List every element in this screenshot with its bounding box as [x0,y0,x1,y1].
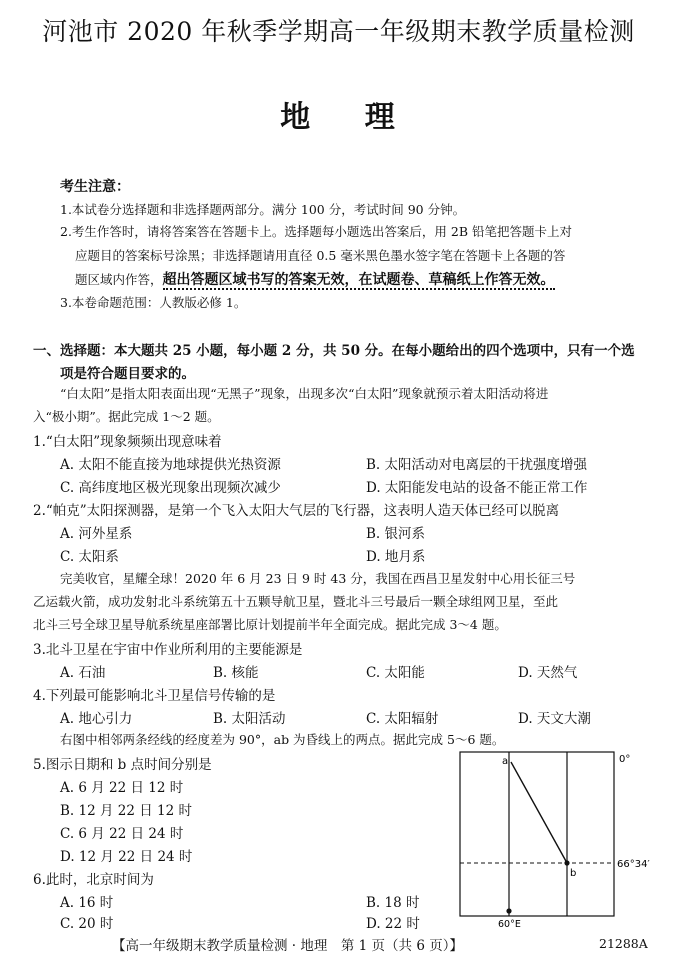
question-5-option-a: A. 6 月 22 日 12 时 [60,780,184,796]
notice-item-1: 1.本试卷分选择题和非选择题两部分。满分 100 分，考试时间 90 分钟。 [60,202,466,217]
section-heading-line-2: 项是符合题目要求的。 [60,366,195,382]
question-3-option-a: A. 石油 [60,665,106,681]
exam-title: 河池市 2020 年秋季学期高一年级期末教学质量检测 [42,17,635,46]
question-1-stem: 1.“白太阳”现象频频出现意味着 [33,434,222,450]
question-3-option-b: B. 核能 [213,665,259,681]
page-footer: 【高一年级期末教学质量检测 · 地理 第 1 页（共 6 页）】 [112,938,463,954]
question-4-stem: 4.下列最可能影响北斗卫星信号传输的是 [33,688,276,704]
exam-code: 21288A [599,936,648,951]
question-1-option-c: C. 高纬度地区极光现象出现频次减少 [60,480,281,496]
question-2-option-d: D. 地月系 [366,549,426,565]
notice-item-2-line-1: 2.考生作答时，请将答案答在答题卡上。选择题每小题选出答案后，用 2B 铅笔把答题卡上对 [60,224,573,239]
passage-2-line-3: 北斗三号全球卫星导航系统星座部署比原计划提前半年全面完成。据此完成 3～4 题。 [33,617,507,632]
label-arctic-circle: 66°34′ [617,859,650,870]
notice-heading: 考生注意： [60,179,130,195]
figure-frame [460,752,614,916]
label-0-degree: 0° [619,754,631,765]
question-1-option-d: D. 太阳能发电站的设备不能正常工作 [366,480,588,496]
passage-2-line-1: 完美收官，星耀全球！2020 年 6 月 23 日 9 时 43 分，我国在西昌卫星发射中心用长征三号 [60,571,576,586]
label-60e: 60°E [498,919,521,930]
subject-title: 地 理 [280,100,397,135]
question-4-option-a: A. 地心引力 [60,711,133,727]
notice-item-2-line-3 [75,269,555,289]
question-6-option-a: A. 16 时 [60,895,114,911]
passage-1-line-2: 入“极小期”。据此完成 1～2 题。 [33,409,220,424]
question-2-option-c: C. 太阳系 [60,549,119,565]
question-3-stem: 3.北斗卫星在宇宙中作业所利用的主要能源是 [33,642,303,658]
notice-item-2-line-3-pre: 题区域内作答， [75,272,163,287]
label-b: b [570,868,577,879]
terminator-figure [440,748,660,930]
section-heading-line-1: 一、选择题：本大题共 25 小题，每小题 2 分，共 50 分。在每小题给出的四个选项中，只有一个选 [33,343,635,359]
question-5-stem: 5.图示日期和 b 点时间分别是 [33,757,212,773]
passage-1-line-1: “白太阳”是指太阳表面出现“无黑子”现象，出现多次“白太阳”现象就预示着太阳活动将进 [60,386,549,401]
notice-item-2-line-2: 应题目的答案标号涂黑；非选择题请用直径 0.5 毫米黑色墨水签字笔在答题卡上各题的答 [75,248,566,263]
question-4-option-b: B. 太阳活动 [213,711,286,727]
question-4-option-c: C. 太阳辐射 [366,711,439,727]
question-2-stem: 2.“帕克”太阳探测器，是第一个飞入太阳大气层的飞行器，这表明人造天体已经可以脱离 [33,503,560,519]
question-5-option-b: B. 12 月 22 日 12 时 [60,803,192,819]
question-5-option-d: D. 12 月 22 日 24 时 [60,849,193,865]
question-4-option-d: D. 天文大潮 [518,711,591,727]
question-5-option-c: C. 6 月 22 日 24 时 [60,826,184,842]
question-1-option-a: A. 太阳不能直接为地球提供光热资源 [60,457,281,473]
question-3-option-d: D. 天然气 [518,665,578,681]
question-6-stem: 6.此时，北京时间为 [33,872,154,888]
notice-emphasis: 超出答题区域书写的答案无效，在试题卷、草稿纸上作答无效。 [162,272,555,288]
passage-2-line-2: 乙运载火箭，成功发射北斗系统第五十五颗导航卫星，暨北斗三号最后一颗全球组网卫星，至此 [33,594,559,609]
passage-3-line-1: 右图中相邻两条经线的经度差为 90°，ab 为昏线上的两点。据此完成 5～6 题。 [60,732,505,747]
question-1-option-b: B. 太阳活动对电离层的干扰强度增强 [366,457,588,473]
question-2-option-b: B. 银河系 [366,526,426,542]
notice-item-3: 3.本卷命题范围：人教版必修 1。 [60,295,247,310]
question-3-option-c: C. 太阳能 [366,665,425,681]
point-60e [506,908,511,913]
question-2-option-a: A. 河外星系 [60,526,133,542]
dusk-line [511,762,567,863]
question-6-option-b: B. 18 时 [366,895,420,911]
label-a: a [502,756,509,767]
question-6-option-c: C. 20 时 [60,916,114,932]
point-b [564,860,569,865]
question-6-option-d: D. 22 时 [366,916,420,932]
